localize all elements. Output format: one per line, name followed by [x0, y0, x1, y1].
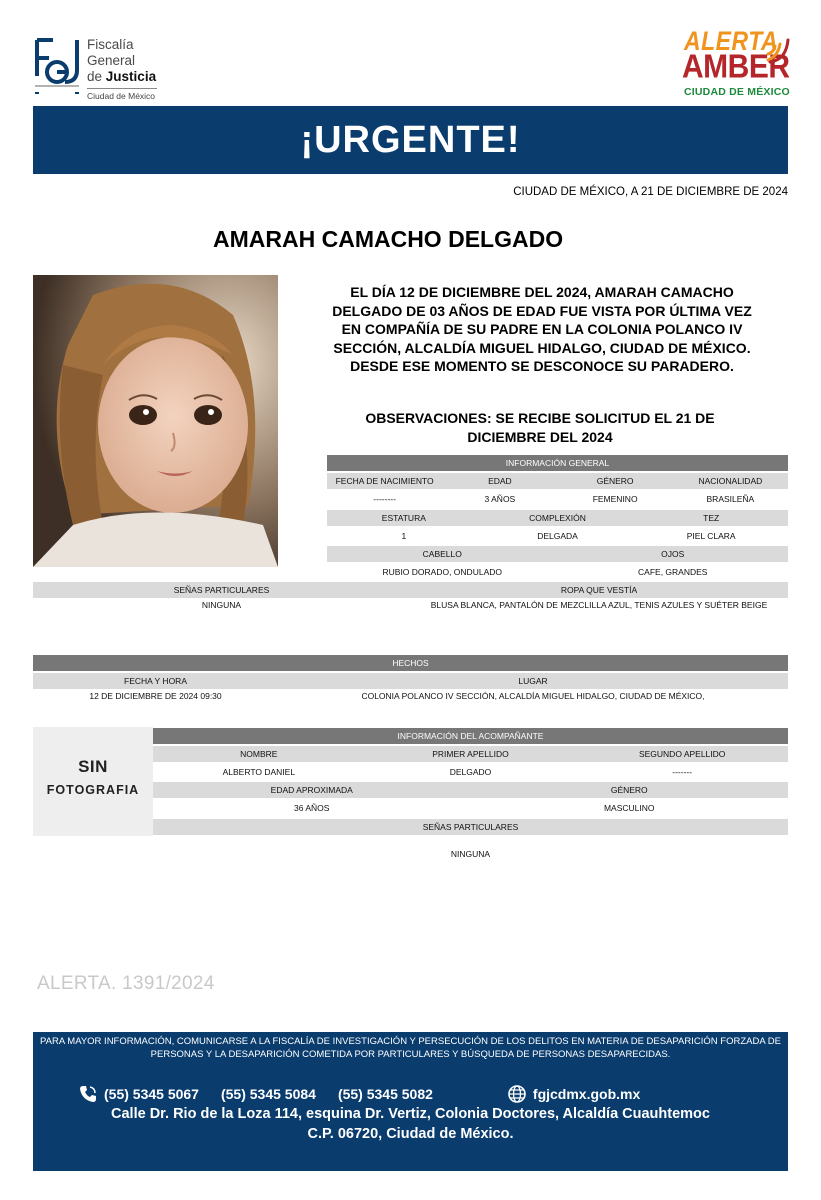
value-estatura: 1 — [401, 531, 407, 541]
label-fecha-hora: FECHA Y HORA — [124, 676, 187, 686]
phone-number-2[interactable]: (55) 5345 5084 — [220, 1086, 316, 1102]
value-fecha-hora: 12 DE DICIEMBRE DE 2024 09:30 — [89, 691, 222, 701]
fgj-logo-text: Fiscalía General de Justicia — [87, 37, 157, 84]
companion-row1-values — [153, 765, 788, 779]
phone-number-1[interactable]: (55) 5345 5067 — [104, 1086, 199, 1102]
value-senas-particulares: NINGUNA — [201, 600, 242, 610]
label-genero-acompanante: GÉNERO — [610, 785, 648, 795]
companion-row3-label — [153, 819, 788, 835]
observations: OBSERVACIONES: SE RECIBE SOLICITUD EL 21 DE DICIEMBRE DEL 2024 — [365, 410, 715, 445]
label-fecha-nacimiento: FECHA DE NACIMIENTO — [335, 476, 434, 486]
facts-header: HECHOS — [33, 655, 788, 671]
fgj-emblem-icon — [33, 36, 81, 98]
value-segundo-apellido: ------- — [672, 767, 693, 777]
companion-row3-value — [153, 847, 788, 861]
alert-number: ALERTA. 1391/2024 — [37, 973, 215, 994]
globe-icon — [507, 1084, 527, 1104]
general-info-header: INFORMACIÓN GENERAL — [327, 455, 788, 471]
date-line: CIUDAD DE MÉXICO, A 21 DE DICIEMBRE DE 2024 — [513, 186, 788, 198]
facts-values — [33, 689, 788, 703]
facts-labels — [33, 673, 788, 689]
label-ojos: OJOS — [661, 549, 685, 559]
general-info-row3-values — [327, 565, 788, 579]
label-complexion: COMPLEXIÓN — [529, 513, 586, 523]
label-lugar: LUGAR — [518, 676, 548, 686]
value-edad: 3 AÑOS — [484, 494, 516, 504]
value-tez: PIEL CLARA — [686, 531, 736, 541]
address-line-2: C.P. 06720, Ciudad de México. — [307, 1126, 514, 1142]
value-ropa: BLUSA BLANCA, PANTALÓN DE MEZCLILLA AZUL, TENIS AZULES Y SUÉTER BEIGE — [430, 600, 768, 610]
label-segundo-apellido: SEGUNDO APELLIDO — [638, 749, 726, 759]
value-genero-acompanante: MASCULINO — [603, 803, 655, 813]
value-fecha-nacimiento: -------- — [373, 494, 396, 504]
no-photo-line2: FOTOGRAFIA — [46, 783, 140, 797]
general-info-row4-labels — [33, 582, 788, 598]
general-info-row3-labels — [327, 546, 788, 562]
companion-header: INFORMACIÓN DEL ACOMPAÑANTE — [153, 728, 788, 744]
footer-address — [33, 1104, 788, 1144]
address-line-1: Calle Dr. Rio de la Loza 114, esquina Dr. Vertiz, Colonia Doctores, Alcaldía Cuauhtemoc — [111, 1106, 710, 1122]
value-edad-aproximada: 36 AÑOS — [294, 803, 330, 813]
label-senas-acompanante: SEÑAS PARTICULARES — [422, 822, 519, 832]
general-info-row1-values — [327, 492, 788, 506]
general-info-row1-labels — [327, 473, 788, 489]
value-senas-acompanante: NINGUNA — [450, 849, 491, 859]
companion-row1-labels — [153, 746, 788, 762]
amber-logo-line3: CIUDAD DE MÉXICO — [684, 86, 790, 98]
label-nacionalidad: NACIONALIDAD — [698, 476, 763, 486]
amber-logo-line1: ALERTA — [684, 26, 779, 56]
general-info-row2-values — [327, 529, 788, 543]
label-primer-apellido: PRIMER APELLIDO — [432, 749, 509, 759]
value-nombre: ALBERTO DANIEL — [222, 767, 296, 777]
label-edad-aproximada: EDAD APROXIMADA — [270, 785, 353, 795]
label-genero: GÉNERO — [596, 476, 634, 486]
footer-info: PARA MAYOR INFORMACIÓN, COMUNICARSE A LA FISCALÍA DE INVESTIGACIÓN Y PERSECUCIÓN DE LOS DELITOS EN MATERIA DE DESAPARICIÓN FORZADA DE PERSONAS Y LA DESAPARICIÓN COMETIDA POR PARTICULARES Y BÚSQUEDA DE PERSONAS DESAPARECIDAS. — [40, 1036, 781, 1060]
case-description: EL DÍA 12 DE DICIEMBRE DEL 2024, AMARAH CAMACHO DELGADO DE 03 AÑOS DE EDAD FUE VISTA POR ÚLTIMA VEZ EN COMPAÑÍA DE SU PADRE EN LA COLONIA POLANCO IV SECCIÓN, ALCALDÍA MIGUEL HIDALGO, CIUDAD DE MÉXICO. DESDE ESE MOMENTO SE DESCONOCE SU PARADERO. — [332, 284, 752, 374]
label-nombre: NOMBRE — [240, 749, 278, 759]
fgj-logo — [33, 36, 183, 100]
website-link[interactable]: fgjcdmx.gob.mx — [532, 1086, 641, 1102]
alerta-amber-logo — [676, 26, 796, 102]
phone-number-3[interactable]: (55) 5345 5082 — [337, 1086, 433, 1102]
value-complexion: DELGADA — [537, 531, 578, 541]
companion-row2-labels — [153, 782, 788, 798]
phone-icon — [78, 1084, 98, 1104]
no-photo-line1: SIN — [78, 757, 108, 776]
value-nacionalidad: BRASILEÑA — [706, 494, 755, 504]
amber-logo-line2: AMBER — [682, 49, 790, 86]
label-estatura: ESTATURA — [381, 513, 426, 523]
companion-row2-values — [153, 801, 788, 815]
label-ropa: ROPA QUE VESTÍA — [560, 585, 638, 595]
value-cabello: RUBIO DORADO, ONDULADO — [382, 567, 502, 577]
person-name: AMARAH CAMACHO DELGADO — [213, 226, 564, 252]
label-senas-particulares: SEÑAS PARTICULARES — [173, 585, 270, 595]
label-cabello: CABELLO — [422, 549, 462, 559]
person-photo — [33, 275, 278, 567]
footer — [33, 1032, 788, 1171]
value-lugar: COLONIA POLANCO IV SECCIÓN, ALCALDÍA MIGUEL HIDALGO, CIUDAD DE MÉXICO, — [361, 691, 705, 701]
urgent-banner: ¡URGENTE! — [33, 106, 788, 174]
footer-contacts — [78, 1084, 640, 1104]
signal-waves-icon — [764, 34, 792, 64]
fgj-logo-subtitle: Ciudad de México — [87, 88, 157, 101]
value-genero: FEMENINO — [592, 494, 638, 504]
general-info-row2-labels — [327, 510, 788, 526]
no-photo-placeholder — [33, 727, 153, 836]
label-tez: TEZ — [703, 513, 720, 523]
value-primer-apellido: DELGADO — [449, 767, 492, 777]
general-info-row4-values — [33, 598, 788, 612]
label-edad: EDAD — [488, 476, 512, 486]
value-ojos: CAFE, GRANDES — [638, 567, 708, 577]
